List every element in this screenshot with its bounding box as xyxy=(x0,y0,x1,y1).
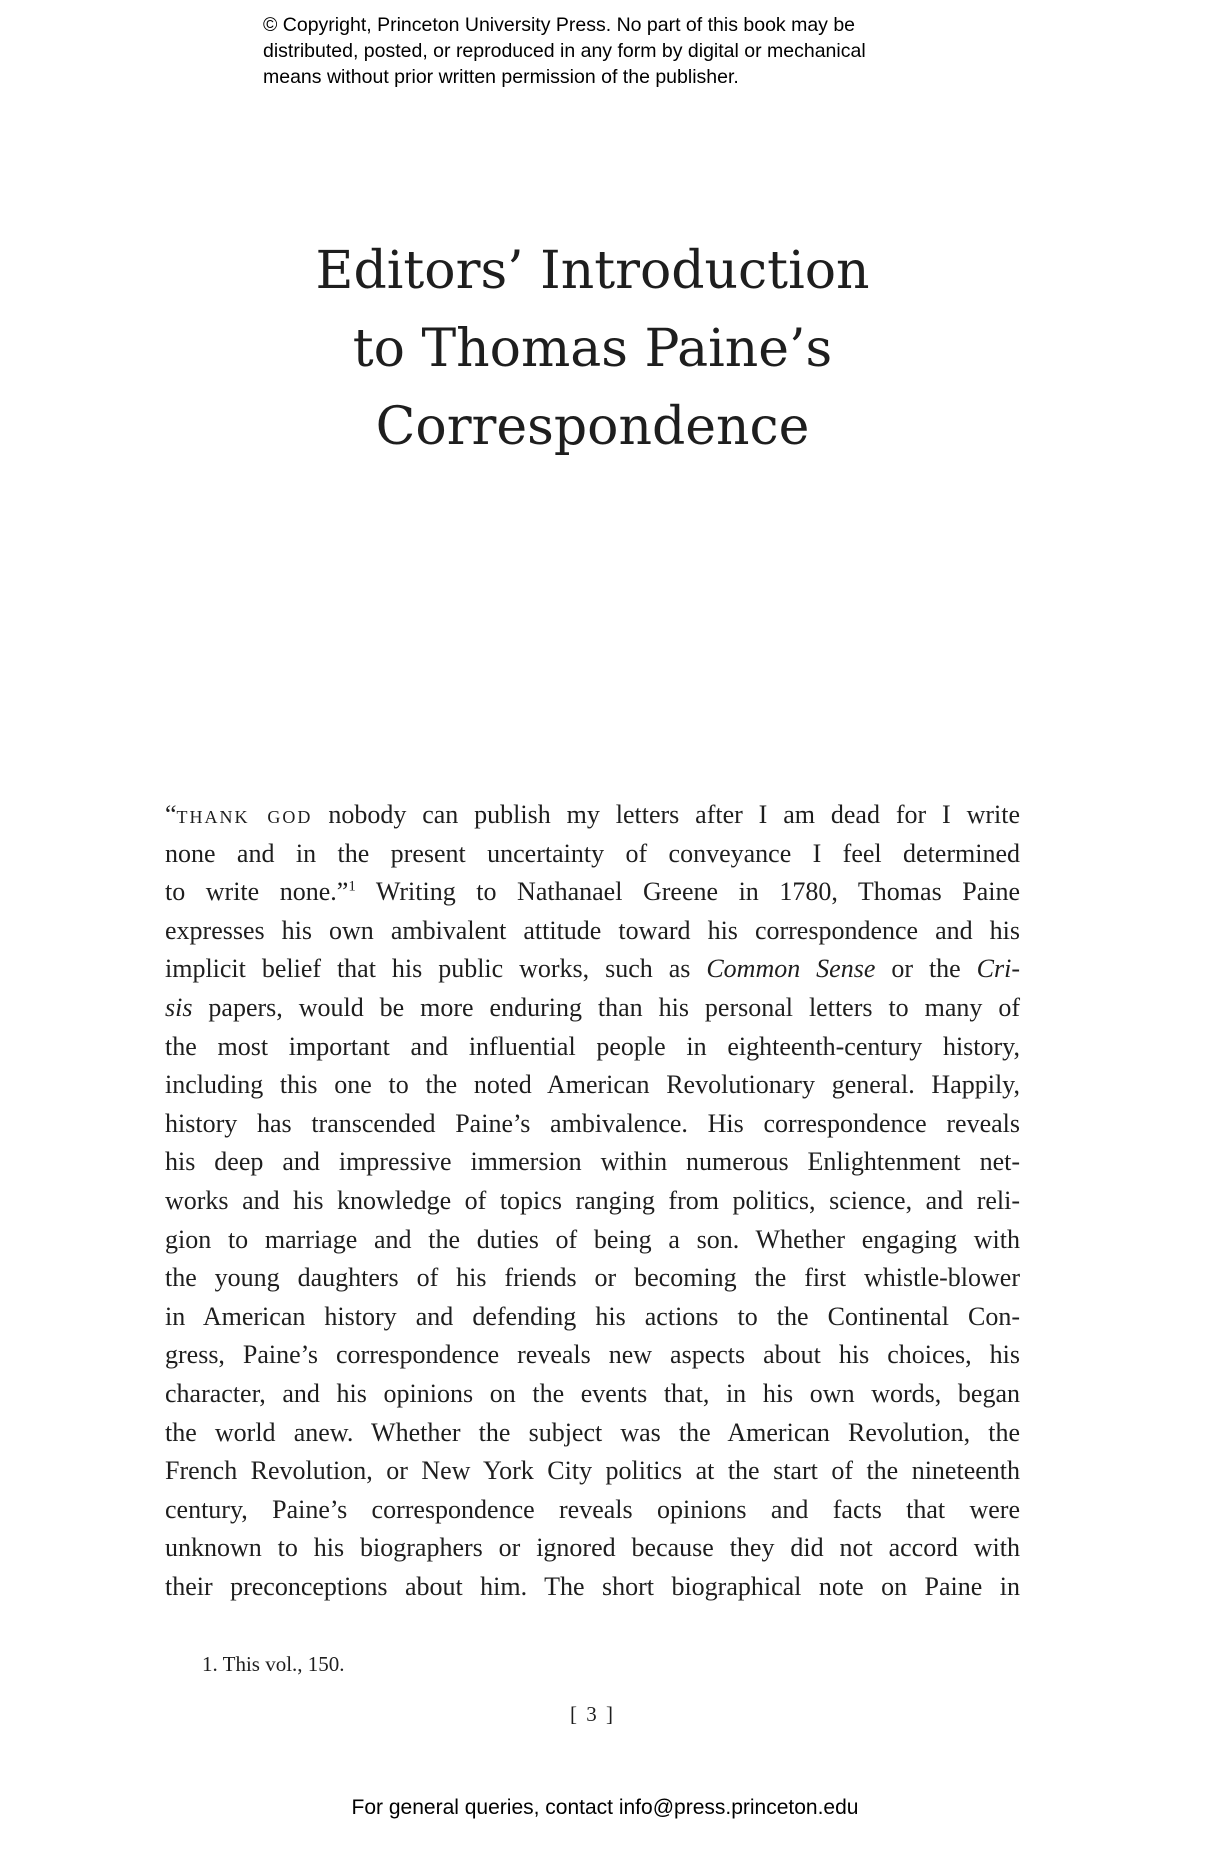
italic-title: Common Sense xyxy=(706,954,876,984)
chapter-title-line: Correspondence xyxy=(375,397,810,457)
body-line: his deep and impressive immersion within numerous Enlightenment net- xyxy=(165,1147,1020,1177)
body-line: to write none.”$^1$ Writing to Nathanael Greene in 1780, Thomas Paine xyxy=(165,877,1020,907)
body-line: the most important and influential people in eighteenth-century history, xyxy=(165,1031,1020,1061)
body-line: gion to marriage and the duties of being a son. Whether engaging with xyxy=(165,1224,1020,1254)
body-paragraph xyxy=(165,796,1020,1606)
copyright-line: © Copyright, Princeton University Press. No part of this book may be xyxy=(263,14,856,36)
body-line: French Revolution, or New York City politics at the start of the nineteenth xyxy=(165,1456,1020,1486)
page-number: [ 3 ] xyxy=(570,1702,615,1726)
opening-quote: “ xyxy=(165,800,177,829)
body-line: character, and his opinions on the events that, in his own words, began xyxy=(165,1378,1020,1408)
body-line: gress, Paine’s correspondence reveals new aspects about his choices, his xyxy=(165,1340,1020,1370)
body-line: including this one to the noted American Revolutionary general. Happily, xyxy=(165,1070,1020,1100)
copyright-notice xyxy=(263,12,983,90)
chapter-title-line: Editors’ Introduction xyxy=(315,241,870,301)
body-line: their preconceptions about him. The short biographical note on Paine in xyxy=(165,1571,1020,1601)
body-line: “thank god nobody can publish my letters after I am dead for I write xyxy=(165,800,1020,829)
contact-footer: For general queries, contact info@press.princeton.edu xyxy=(351,1796,859,1819)
body-line: the young daughters of his friends or becoming the first whistle-blower xyxy=(165,1263,1020,1293)
body-line: history has transcended Paine’s ambivalence. His correspondence reveals xyxy=(165,1108,1020,1138)
opening-smallcaps: thank god xyxy=(176,800,313,829)
body-line: works and his knowledge of topics ranging from politics, science, and reli- xyxy=(165,1185,1020,1215)
chapter-title-line: to Thomas Paine’s xyxy=(352,319,833,379)
body-line: the world anew. Whether the subject was the American Revolution, the xyxy=(165,1417,1020,1447)
body-line: in American history and defending his actions to the Continental Con- xyxy=(165,1301,1020,1331)
body-line: unknown to his biographers or ignored because they did not accord with xyxy=(165,1533,1020,1563)
body-line: implicit belief that his public works, such as Common Sense or the Cri- xyxy=(165,954,1021,984)
chapter-title xyxy=(0,232,1185,466)
italic-title: Cri- xyxy=(976,954,1021,984)
body-line: none and in the present uncertainty of conveyance I feel determined xyxy=(165,838,1020,868)
copyright-line: distributed, posted, or reproduced in any form by digital or mechanical xyxy=(263,40,866,62)
body-line: sis papers, would be more enduring than his personal letters to many of xyxy=(165,992,1020,1022)
footnote-marker: 1 xyxy=(348,878,356,895)
body-line: expresses his own ambivalent attitude toward his correspondence and his xyxy=(165,915,1020,945)
copyright-line: means without prior written permission of the publisher. xyxy=(263,66,739,88)
body-line: century, Paine’s correspondence reveals opinions and facts that were xyxy=(165,1494,1020,1524)
footnote: 1. This vol., 150. xyxy=(202,1652,345,1676)
italic-title: sis xyxy=(165,992,193,1022)
